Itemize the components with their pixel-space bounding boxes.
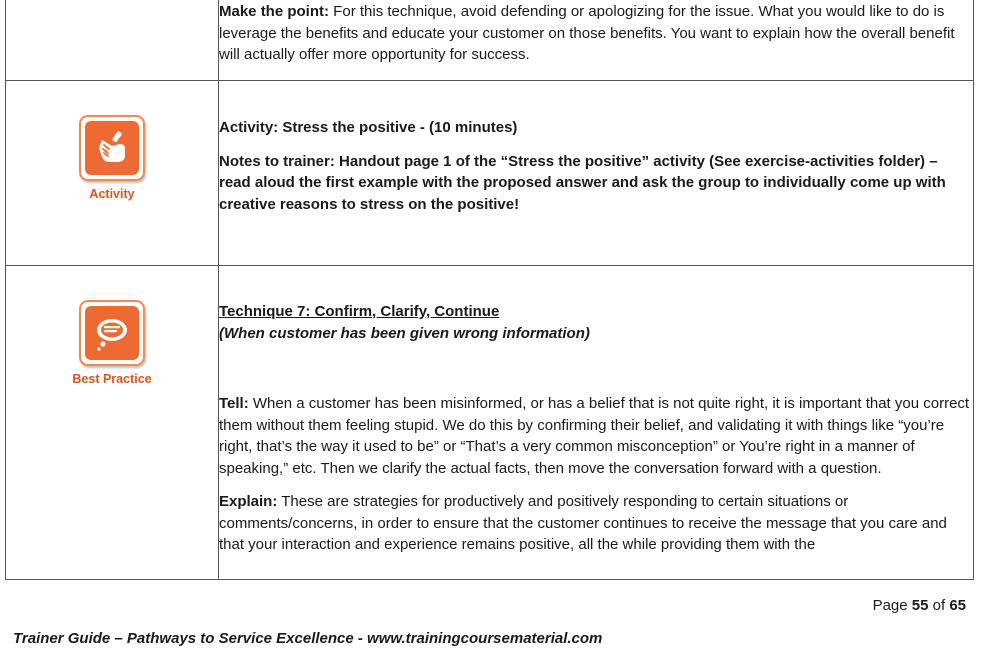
- make-point-paragraph: [219, 0, 973, 66]
- icon-cell: [6, 81, 219, 266]
- table-row: [6, 266, 974, 580]
- trainer-notes-text: Notes to trainer: Handout page 1 of the “Stress the positive” activity (See exercise-activities folder) – read aloud the first example with the proposed answer and ask the group to individually come up with creative reasons to stress on the positive!: [219, 152, 946, 213]
- footer-text: Trainer Guide – Pathways to Service Excellence - www.trainingcoursematerial.com: [13, 630, 603, 647]
- icon-cell: [6, 266, 219, 580]
- activity-icon: [85, 121, 139, 175]
- page-of: of: [928, 597, 950, 614]
- activity-title: [219, 117, 973, 139]
- tell-body: When a customer has been misinformed, or has a belief that is not quite right, it is important that you correct them without them feeling stupid. We do this by confirming their belief, and validating it with things like “you’re right, that’s the way it used to be” or “That’s a very common misconception” or You’re right in a manner of speaking,” etc. Then we clarify the actual facts, then move the conversation forward with a question.: [219, 395, 970, 477]
- technique-subtitle-text: (When customer has been given wrong information): [219, 324, 590, 342]
- best-practice-badge: [6, 300, 218, 386]
- activity-title-text: Activity: Stress the positive - (10 minutes): [219, 119, 518, 136]
- table-row: [6, 0, 974, 81]
- make-point-label: Make the point:: [219, 3, 330, 20]
- activity-label: Activity: [89, 187, 135, 201]
- activity-badge: [6, 115, 218, 201]
- tell-label: Tell:: [219, 395, 249, 412]
- table-row: [6, 81, 974, 266]
- best-practice-icon: [85, 306, 139, 360]
- technique-subtitle: [219, 323, 973, 345]
- best-practice-icon-frame: [79, 300, 145, 366]
- explain-paragraph: [219, 491, 973, 556]
- tell-paragraph: [219, 393, 973, 479]
- page-total: 65: [949, 597, 966, 614]
- explain-label: Explain:: [219, 493, 278, 510]
- text-cell: [219, 81, 974, 266]
- technique-title-text: Technique 7: Confirm, Clarify, Continue: [219, 303, 500, 320]
- page-number: [873, 597, 966, 614]
- text-cell: [219, 0, 974, 81]
- technique-title: [219, 301, 973, 323]
- page-current: 55: [911, 597, 929, 614]
- activity-icon-frame: [79, 115, 145, 181]
- best-practice-label: Best Practice: [72, 372, 152, 386]
- explain-body: These are strategies for productively and positively responding to certain situations or comments/concerns, in order to ensure that the customer continues to receive the message that you care and that your interaction and experience remains positive, all the while providing them with the: [219, 493, 947, 553]
- trainer-guide-table: [5, 0, 974, 580]
- make-point-body: For this technique, avoid defending or apologizing for the issue. What you would like to do is leverage the benefits and educate your customer on those benefits. You want to explain how the overall benefit will actually offer more opportunity for success.: [219, 3, 955, 63]
- trainer-notes: [219, 151, 973, 216]
- text-cell: [219, 266, 974, 580]
- icon-cell-empty: [6, 0, 219, 81]
- page-prefix: Page: [872, 597, 912, 614]
